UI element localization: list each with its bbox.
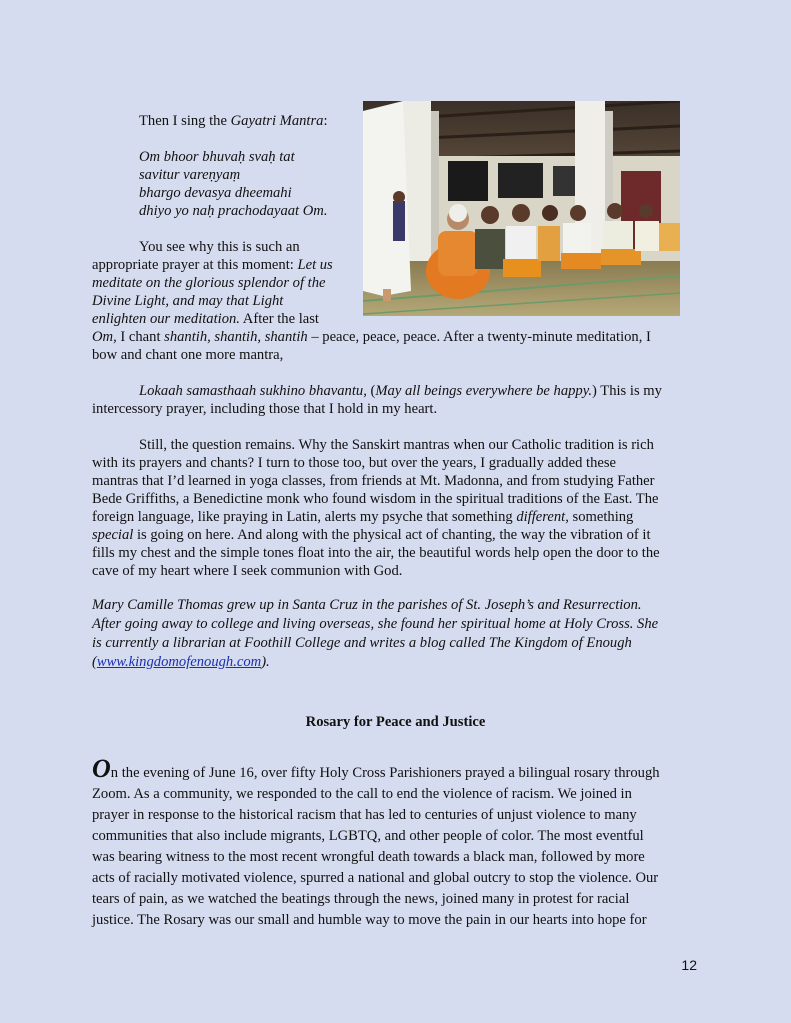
- text-span: appropriate prayer at this moment:: [92, 257, 298, 273]
- text-line: [139, 382, 662, 400]
- text-line: justice. The Rosary was our small and humble way to move the pain in our hearts into hope for: [92, 912, 647, 928]
- text-span-italic: May all beings everywhere be happy.: [375, 383, 593, 399]
- text-line: tears of pain, as we watched the beatings through the news, joined many in protest for racial: [92, 891, 630, 907]
- bio-line: is currently a librarian at Foothill College and writes a blog called The Kingdom of Enough: [92, 635, 632, 651]
- text-line: Zoom. As a community, we responded to the call to end the violence of racism. We joined in: [92, 786, 632, 802]
- text-span: After the last: [239, 311, 319, 327]
- section-heading: Rosary for Peace and Justice: [305, 714, 486, 730]
- text-line: [92, 310, 319, 328]
- text-line: prayer in response to the historical racism that has led to centuries of unjust violence to many: [92, 807, 637, 823]
- page-number: 12: [681, 957, 697, 973]
- text-span: , something: [565, 509, 634, 525]
- text-span: peace, peace, peace. After a twenty-minute meditation, I: [322, 329, 651, 345]
- text-span-italic: Lokaah samasthaah sukhino bhavantu: [139, 383, 364, 399]
- text-span: , I chant: [113, 329, 165, 345]
- text-line: You see why this is such an: [139, 239, 300, 255]
- text-span-italic: Let us: [297, 257, 333, 273]
- text-span-italic: different: [516, 509, 566, 525]
- text-line: Bede Griffiths, a Benedictine monk who found wisdom in the spiritual traditions of the East. The: [92, 491, 659, 507]
- mantra-line: Om bhoor bhuvaḥ svaḥ tat: [139, 149, 295, 165]
- text-line: Still, the question remains. Why the Sanskirt mantras when our Catholic tradition is rich: [139, 437, 654, 453]
- intro-colon: :: [323, 113, 328, 129]
- text-line: Divine Light, and may that Light: [92, 293, 284, 309]
- text-line: [92, 526, 651, 544]
- drop-cap: O: [92, 754, 111, 783]
- text-span: , (: [363, 383, 376, 399]
- text-span: n the evening of June 16, over fifty Holy Cross Parishioners prayed a bilingual rosary through: [110, 765, 660, 781]
- mantra-line: dhiyo yo naḥ prachodayaat Om.: [139, 203, 328, 219]
- text-line: meditate on the glorious splendor of the: [92, 275, 326, 291]
- text-span: foreign language, like praying in Latin, alerts my psyche that something: [92, 509, 517, 525]
- text-line: mantras that I’d learned in yoga classes, from friends at Mt. Madonna, and from studying Father: [92, 473, 655, 489]
- meditation-photo: [363, 101, 680, 316]
- bio-line: After going away to college and living overseas, she found her spiritual home at Holy Cross. She: [92, 616, 659, 632]
- mantra-line: savitur vareṇyaṃ: [139, 167, 241, 183]
- intro-line: [139, 112, 328, 130]
- intro-title: Gayatri Mantra: [230, 113, 324, 129]
- text-line: [92, 328, 651, 346]
- text-span-italic: special: [92, 527, 134, 543]
- bio-paren: (: [92, 654, 97, 670]
- text-line: [92, 754, 660, 784]
- text-line: acts of racially motivated violence, spurred a national and global outcry to stop the violence. Our: [92, 870, 659, 886]
- text-span-italic: shantih, shantih, shantih –: [164, 329, 323, 345]
- text-line: fills my chest and the simple tones float into the air, the beautiful words help open the door to the: [92, 545, 660, 561]
- text-line: with its prayers and chants? I turn to those too, but over the years, I gradually added these: [92, 455, 617, 471]
- text-line: intercessory prayer, including those that I hold in my heart.: [92, 401, 438, 417]
- intro-text: Then I sing the: [139, 113, 231, 129]
- bio-line: [92, 653, 270, 672]
- text-line: cave of my heart where I seek communion with God.: [92, 563, 403, 579]
- text-line: [92, 256, 333, 274]
- text-span-italic: enlighten our meditation.: [92, 311, 240, 327]
- text-line: bow and chant one more mantra,: [92, 347, 284, 363]
- text-span-italic: Om: [92, 329, 114, 345]
- bio-paren: ).: [261, 654, 270, 670]
- text-line: was bearing witness to the most recent wrongful death towards a black man, followed by more: [92, 849, 645, 865]
- text-line: [92, 508, 633, 526]
- blog-link[interactable]: www.kingdomofenough.com: [96, 654, 262, 670]
- text-span: is going on here. And along with the physical act of chanting, the way the vibration of it: [133, 527, 651, 543]
- mantra-line: bhargo devasya dheemahi: [139, 185, 292, 201]
- bio-line: Mary Camille Thomas grew up in Santa Cruz in the parishes of St. Joseph’s and Resurrection.: [92, 597, 642, 613]
- text-line: communities that also include migrants, LGBTQ, and other people of color. The most eventful: [92, 828, 644, 844]
- text-span: ) This is my: [592, 383, 662, 399]
